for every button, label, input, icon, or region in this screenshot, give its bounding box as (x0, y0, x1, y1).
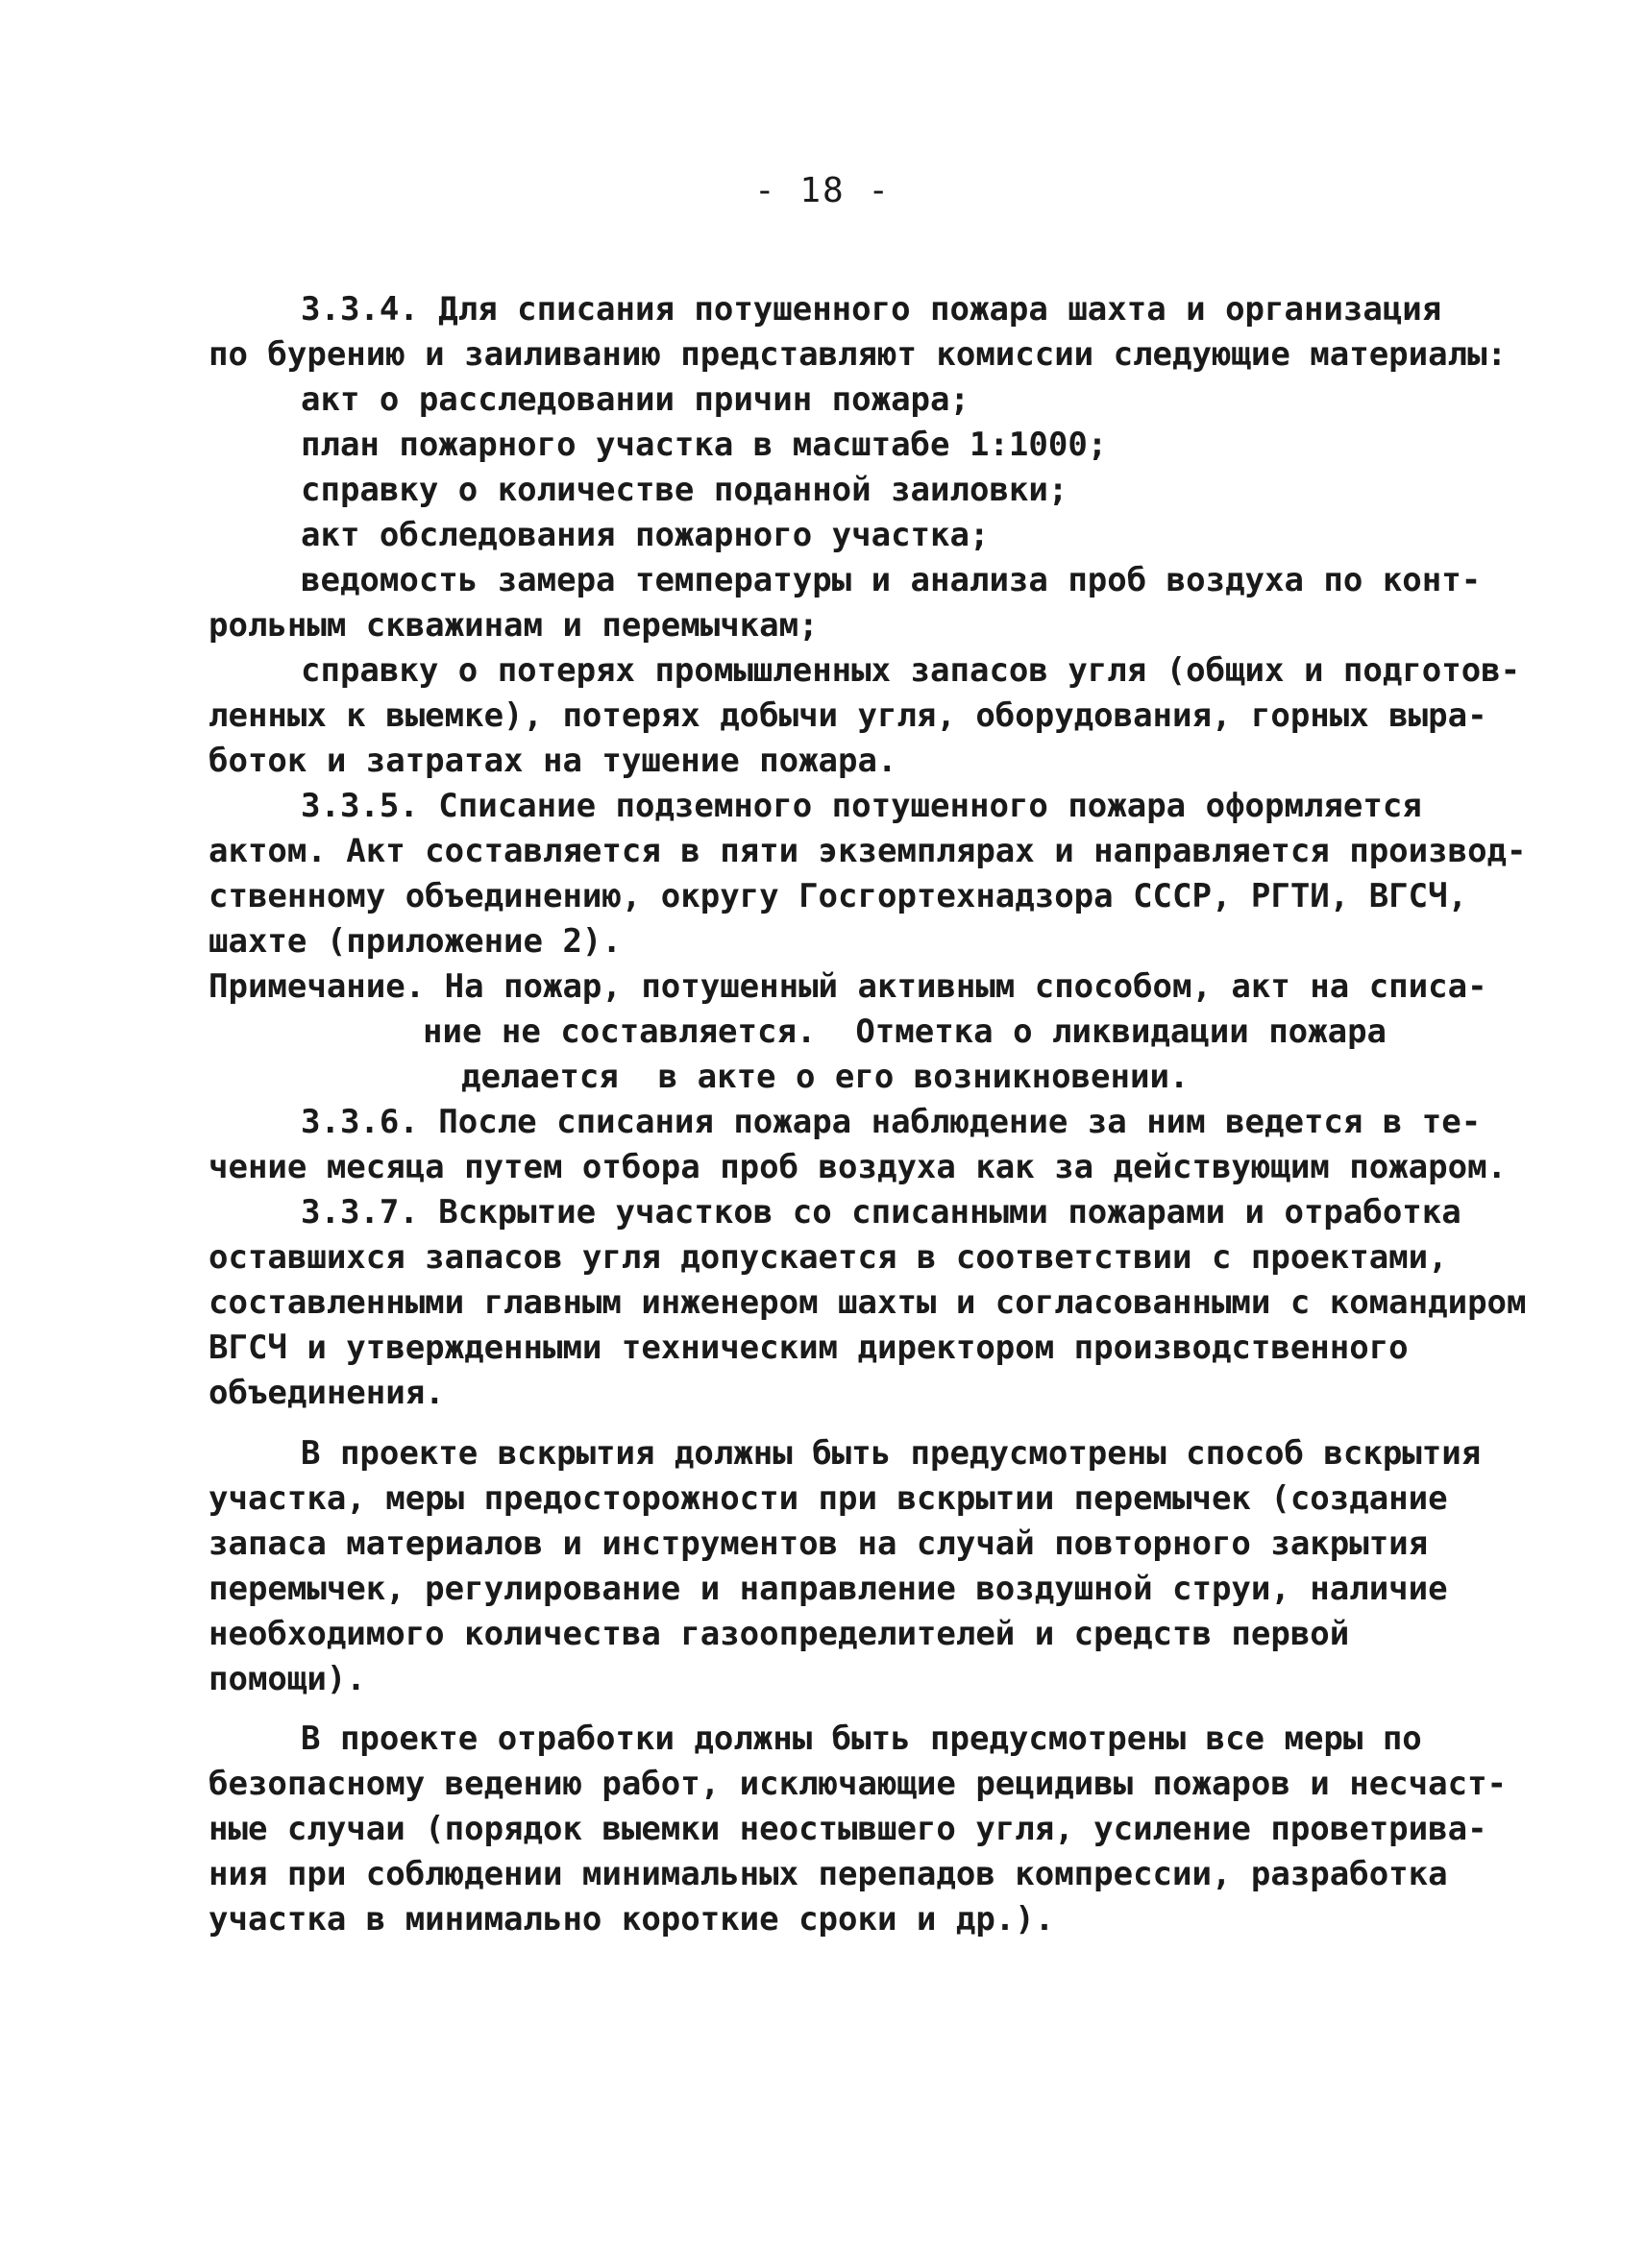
text-line: шахте (приложение 2). (209, 922, 622, 961)
text-line: ния при соблюдении минимальных перепадов компрессии, разработка (209, 1855, 1448, 1893)
text-line: по бурению и заиливанию представляют комиссии следующие материалы: (209, 335, 1508, 374)
text-line: необходимого количества газоопределителей и средств первой (209, 1615, 1350, 1653)
text-line: В проекте отработки должны быть предусмотрены все меры по (301, 1719, 1422, 1758)
text-line: В проекте вскрытия должны быть предусмотрены способ вскрытия (301, 1434, 1482, 1473)
text-line: ленных к выемке), потерях добычи угля, оборудования, горных выра- (209, 696, 1487, 735)
text-line: безопасному ведению работ, исключающие рецидивы пожаров и несчаст- (209, 1765, 1508, 1803)
text-line: акт о расследовании причин пожара; (301, 380, 970, 419)
text-line: чение месяца путем отбора проб воздуха как за действующим пожаром. (209, 1148, 1508, 1186)
note-line: ние не составляется. Отметка о ликвидации пожара (423, 1012, 1387, 1051)
text-line: перемычек, регулирование и направление воздушной струи, наличие (209, 1570, 1448, 1608)
page-number: - 18 - (753, 171, 892, 210)
text-line: справку о потерях промышленных запасов угля (общих и подготов- (301, 651, 1521, 690)
text-line: 3.3.7. Вскрытие участков со списанными пожарами и отработка (301, 1193, 1461, 1232)
note-line: Примечание. На пожар, потушенный активным способом, акт на списа- (209, 967, 1487, 1006)
text-line: участка, меры предосторожности при вскрытии перемычек (создание (209, 1479, 1448, 1518)
text-line: помощи). (209, 1660, 366, 1698)
text-line: ные случаи (порядок выемки неостывшего угля, усиление проветрива- (209, 1810, 1487, 1848)
note-line: делается в акте о его возникновении. (461, 1058, 1190, 1096)
text-line: план пожарного участка в масштабе 1:1000; (301, 426, 1108, 464)
text-line: 3.3.5. Списание подземного потушенного пожара оформляется (301, 787, 1422, 825)
text-line: ственному объединению, округу Госгортехнадзора СССР, РГТИ, ВГСЧ, (209, 877, 1468, 915)
text-line: рольным скважинам и перемычкам; (209, 606, 819, 645)
text-line: объединения. (209, 1374, 445, 1412)
text-line: оставшихся запасов угля допускается в соответствии с проектами, (209, 1238, 1448, 1277)
text-line: справку о количестве поданной заиловки; (301, 471, 1068, 509)
text-line: ВГСЧ и утвержденными техническим директором производственного (209, 1329, 1409, 1367)
text-line: актом. Акт составляется в пяти экземплярах и направляется производ- (209, 832, 1527, 870)
text-line: составленными главным инженером шахты и согласованными с командиром (209, 1283, 1527, 1322)
text-line: запаса материалов и инструментов на случай повторного закрытия (209, 1524, 1429, 1563)
text-line: 3.3.4. Для списания потушенного пожара шахта и организация (301, 290, 1442, 329)
text-line: акт обследования пожарного участка; (301, 516, 990, 554)
text-line: участка в минимально короткие сроки и др.). (209, 1900, 1055, 1939)
text-line: боток и затратах на тушение пожара. (209, 742, 897, 780)
text-line: ведомость замера температуры и анализа проб воздуха по конт- (301, 561, 1482, 599)
text-line: 3.3.6. После списания пожара наблюдение за ним ведется в те- (301, 1103, 1482, 1141)
